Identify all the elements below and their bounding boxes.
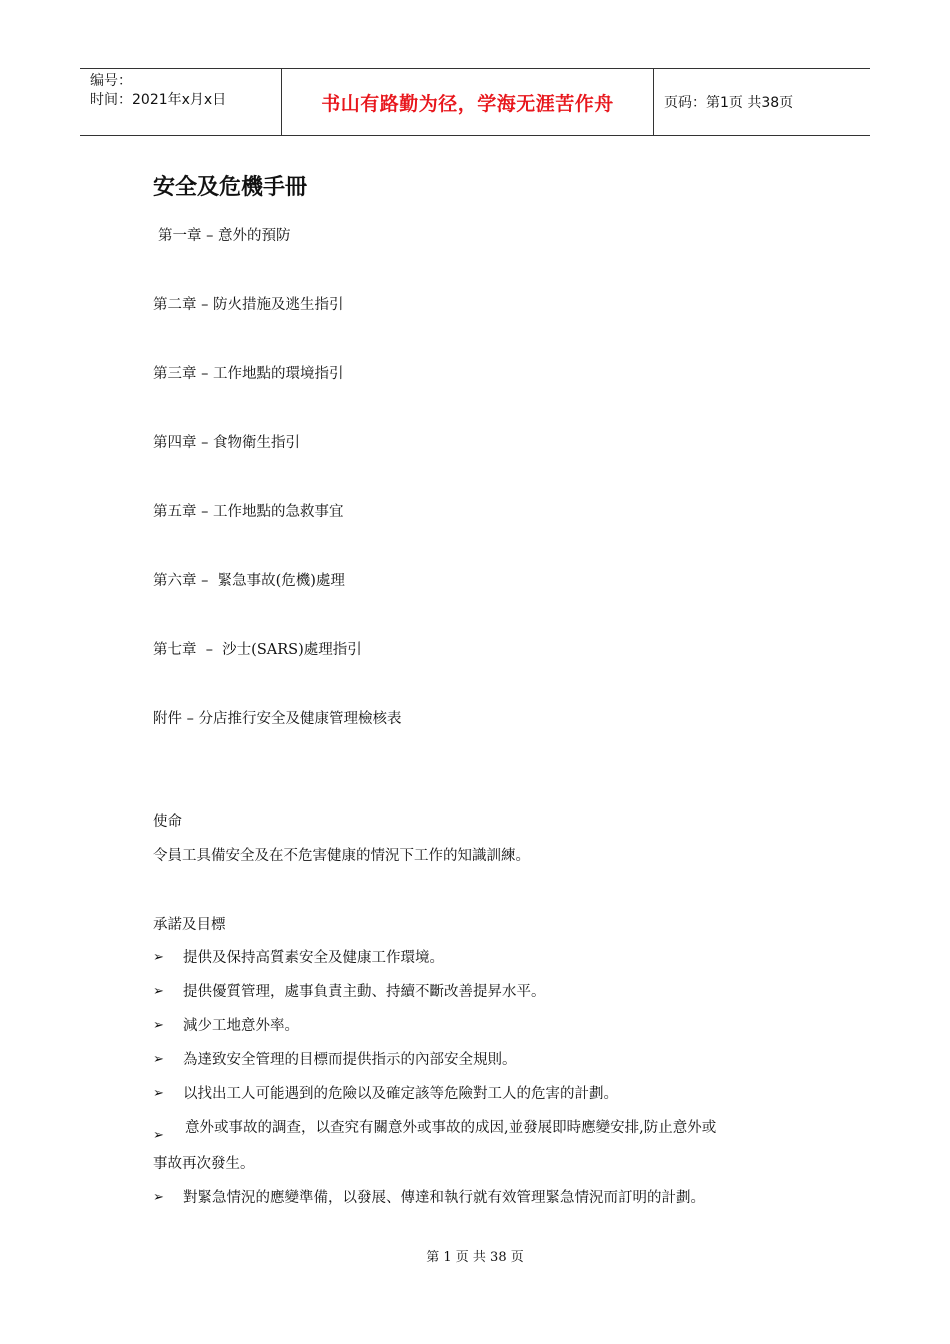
list-item xyxy=(153,1110,833,1182)
list-item xyxy=(153,1016,833,1036)
list-item xyxy=(153,1084,833,1104)
page-footer: 第 1 页 共 38 页 xyxy=(426,1250,524,1265)
goal-text-continuation: 事故再次發生。 xyxy=(153,1156,255,1172)
toc-item-chapter-2: 第二章 – 防火措施及逃生指引 xyxy=(153,297,344,313)
arrow-bullet-icon: ➢ xyxy=(153,950,164,965)
document-title: 安全及危機手冊 xyxy=(153,175,308,200)
list-item xyxy=(153,982,833,1002)
header-number-label: 编号： xyxy=(90,73,132,89)
list-item xyxy=(153,948,833,968)
list-item xyxy=(153,1050,833,1070)
table-of-contents xyxy=(153,226,401,778)
toc-item-chapter-7: 第七章 – 沙士(SARS)處理指引 xyxy=(153,642,362,658)
toc-item-chapter-1: 第一章 – 意外的預防 xyxy=(158,228,291,244)
header-time-label: 时间：2021年x月x日 xyxy=(90,92,227,108)
goals-heading: 承諾及目標 xyxy=(153,917,226,933)
toc-item-chapter-4: 第四章 – 食物衛生指引 xyxy=(153,435,300,451)
page-header xyxy=(80,68,870,136)
arrow-bullet-icon: ➢ xyxy=(153,1128,164,1143)
arrow-bullet-icon: ➢ xyxy=(153,1086,164,1101)
header-page-info: 页码：第1页 共38页 xyxy=(664,95,794,111)
goal-text: 提供及保持高質素安全及健康工作環境。 xyxy=(183,950,444,966)
mission-heading: 使命 xyxy=(153,814,182,830)
goal-text: 減少工地意外率。 xyxy=(183,1018,299,1034)
arrow-bullet-icon: ➢ xyxy=(153,984,164,999)
goal-text: 為達致安全管理的目標而提供指示的內部安全規則。 xyxy=(183,1052,517,1068)
header-meta xyxy=(80,69,282,135)
toc-item-chapter-6: 第六章 – 緊急事故(危機)處理 xyxy=(153,573,345,589)
header-motto: 书山有路勤为径，学海无涯苦作舟 xyxy=(282,69,654,135)
arrow-bullet-icon: ➢ xyxy=(153,1052,164,1067)
arrow-bullet-icon: ➢ xyxy=(153,1190,164,1205)
goal-text: 對緊急情況的應變準備，以發展、傳達和執行就有效管理緊急情況而訂明的計劃。 xyxy=(183,1190,705,1206)
mission-text: 令員工具備安全及在不危害健康的情況下工作的知識訓練。 xyxy=(153,848,530,864)
list-item xyxy=(153,1188,833,1208)
toc-item-chapter-3: 第三章 – 工作地點的環境指引 xyxy=(153,366,344,382)
goals-list xyxy=(153,948,833,1222)
arrow-bullet-icon: ➢ xyxy=(153,1018,164,1033)
goal-text: 提供優質管理，處事負責主動、持續不斷改善提昇水平。 xyxy=(183,984,546,1000)
toc-item-chapter-5: 第五章 – 工作地點的急救事宜 xyxy=(153,504,344,520)
toc-item-appendix: 附件 – 分店推行安全及健康管理檢核表 xyxy=(153,711,402,727)
goal-text: 以找出工人可能遇到的危險以及確定該等危險對工人的危害的計劃。 xyxy=(183,1086,618,1102)
goal-text: 意外或事故的調查，以查究有關意外或事故的成因,並發展即時應變安排,防止意外或 xyxy=(185,1120,717,1136)
